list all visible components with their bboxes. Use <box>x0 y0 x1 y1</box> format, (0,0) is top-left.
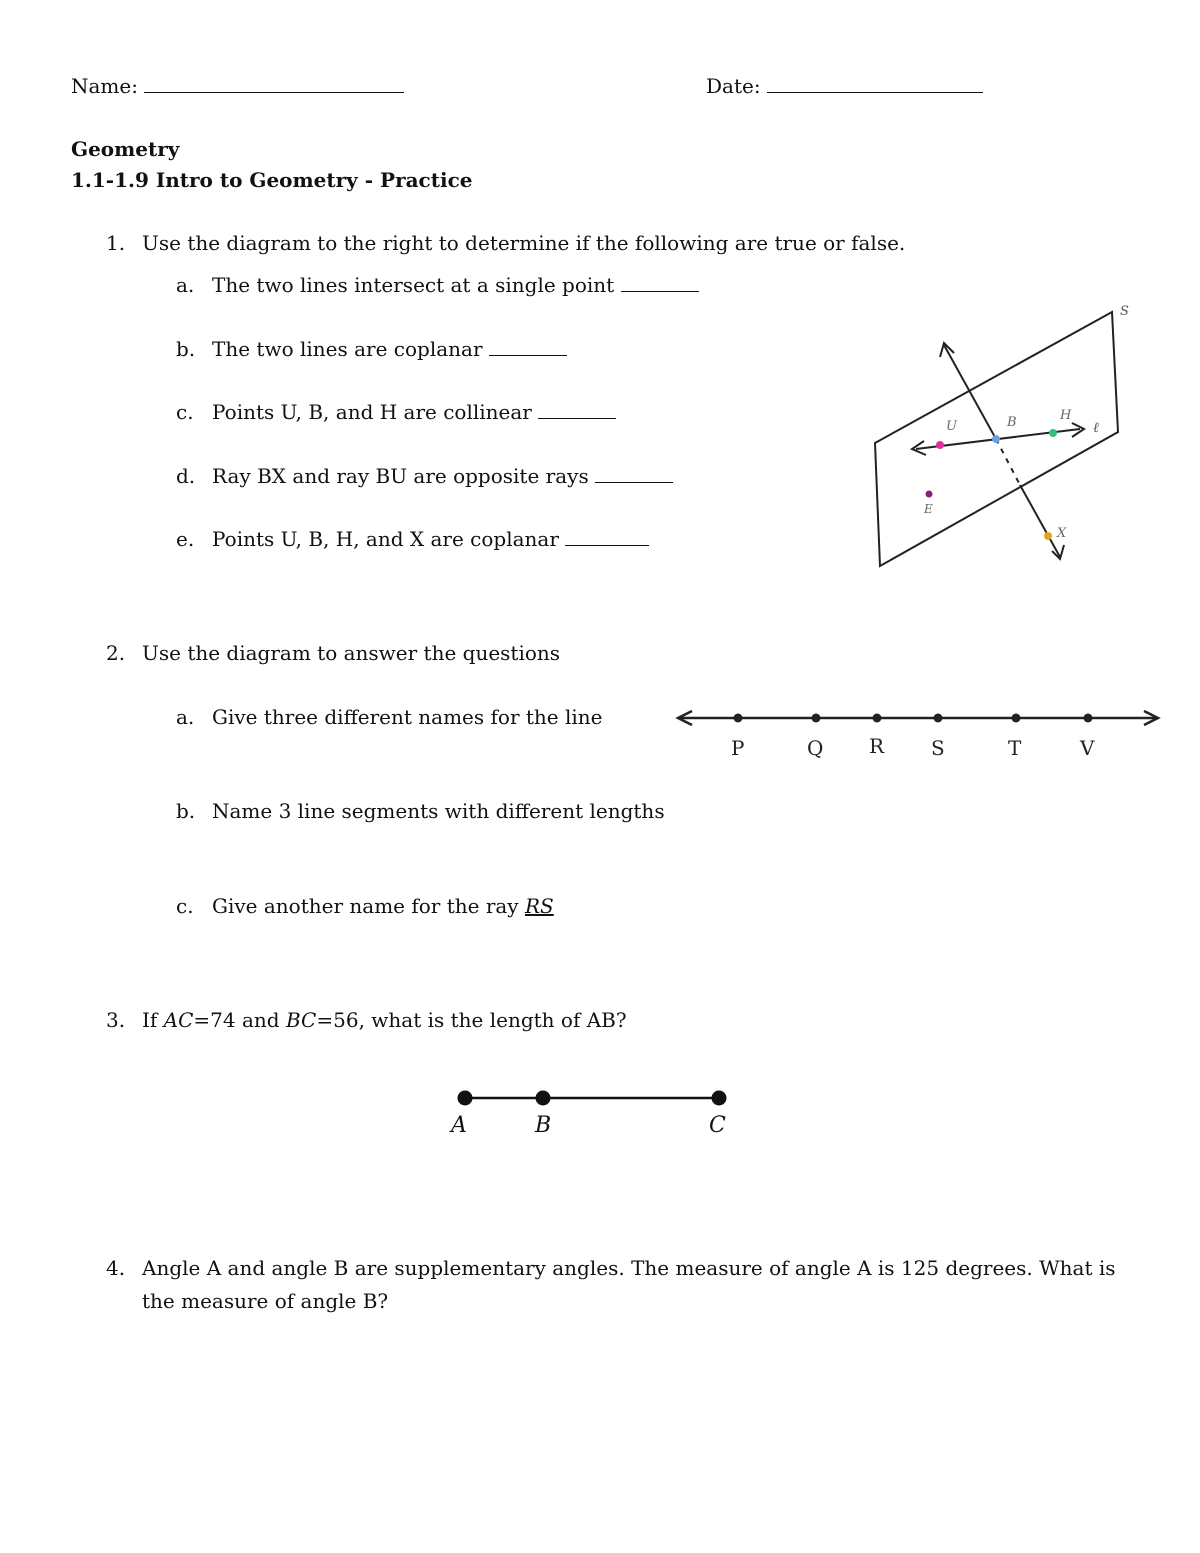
item-letter: b. <box>176 337 196 361</box>
item-text: Name 3 line segments with different lengths <box>212 799 665 823</box>
unit-title: 1.1-1.9 Intro to Geometry - Practice <box>71 168 473 192</box>
item-letter: e. <box>176 527 195 551</box>
point-x <box>1044 532 1052 540</box>
item-text: The two lines are coplanar <box>212 337 483 361</box>
point-label: R <box>869 734 885 758</box>
q2-item-b <box>176 799 665 823</box>
q2-number: 2. <box>106 641 126 665</box>
point-label: B <box>535 1113 552 1138</box>
line-l-label: ℓ <box>1093 420 1099 436</box>
date-label: Date: <box>706 74 761 98</box>
item-letter: d. <box>176 464 196 488</box>
item-text: Give three different names for the line <box>212 705 603 729</box>
point-t <box>1008 714 1022 761</box>
item-letter: c. <box>176 894 194 918</box>
plane-label: S <box>1120 304 1129 319</box>
point-label: Q <box>807 736 824 760</box>
answer-blank[interactable] <box>595 468 673 483</box>
point-label: S <box>931 736 945 760</box>
q1-item-e <box>176 527 649 551</box>
q3-bc-label: BC <box>285 1008 317 1032</box>
point-label: A <box>451 1113 467 1138</box>
point-r <box>869 714 885 759</box>
q3-number: 3. <box>106 1008 126 1032</box>
item-text: Points U, B, H, and X are coplanar <box>212 527 559 551</box>
point-label: P <box>731 736 745 760</box>
q3-ac-label: AC <box>163 1008 194 1032</box>
point-p <box>731 714 744 761</box>
q4-line1: Angle A and angle B are supplementary angles. The measure of angle A is 125 degrees. What is <box>142 1256 1116 1280</box>
name-blank[interactable] <box>144 78 404 93</box>
q2-text: Use the diagram to answer the questions <box>142 641 561 665</box>
q3-if: If <box>142 1008 158 1032</box>
q4-number: 4. <box>106 1256 126 1280</box>
q1-item-d <box>176 464 673 488</box>
ray-rs: RS <box>524 894 554 918</box>
point-a <box>449 1091 473 1139</box>
q3-rest: , what is the length of AB? <box>358 1008 627 1032</box>
q1-prompt <box>106 231 905 255</box>
point-u <box>936 441 944 449</box>
segment-diagram <box>440 1082 740 1142</box>
answer-blank[interactable] <box>489 341 567 356</box>
point-q <box>807 714 823 761</box>
point-v <box>1079 714 1095 761</box>
q1-item-c <box>176 400 616 424</box>
name-field[interactable] <box>71 74 404 98</box>
point-h-label: H <box>1060 408 1072 423</box>
q4-continuation: the measure of angle B? <box>142 1289 389 1313</box>
q4-prompt <box>106 1256 1116 1280</box>
answer-blank[interactable] <box>621 277 699 292</box>
item-text: Points U, B, and H are collinear <box>212 400 532 424</box>
answer-blank[interactable] <box>565 531 649 546</box>
date-field[interactable] <box>706 74 983 98</box>
point-u-label: U <box>946 419 957 434</box>
q2-item-a <box>176 705 603 729</box>
line-diagram <box>670 700 1170 770</box>
point-e <box>926 491 933 498</box>
plane-diagram <box>860 295 1140 575</box>
line-bx-hidden <box>996 439 1020 485</box>
q1-item-a <box>176 273 699 297</box>
point-label: V <box>1080 736 1095 760</box>
item-letter: c. <box>176 400 194 424</box>
item-letter: a. <box>176 705 195 729</box>
point-label: C <box>709 1113 726 1138</box>
point-e-label: E <box>924 502 933 516</box>
item-text: Ray BX and ray BU are opposite rays <box>212 464 589 488</box>
q3-prompt <box>106 1008 627 1032</box>
q3-and: and <box>242 1008 280 1032</box>
q3-ac-value: =74 <box>193 1008 236 1032</box>
name-label: Name: <box>71 74 138 98</box>
q2-item-c <box>176 894 554 918</box>
item-letter: b. <box>176 799 196 823</box>
point-label: T <box>1008 736 1022 760</box>
item-text: Give another name for the ray <box>212 894 519 918</box>
q1-item-b <box>176 337 567 361</box>
item-text: The two lines intersect at a single point <box>212 273 615 297</box>
point-h <box>1049 429 1057 437</box>
point-b <box>992 435 1000 443</box>
q1-text: Use the diagram to the right to determine if the following are true or false. <box>142 231 906 255</box>
course-title: Geometry <box>71 137 180 161</box>
point-b-label: B <box>1007 415 1017 430</box>
point-x-label: X <box>1057 526 1067 541</box>
q3-bc-value: =56 <box>316 1008 359 1032</box>
point-c <box>709 1091 727 1139</box>
date-blank[interactable] <box>767 78 983 93</box>
q1-number: 1. <box>106 231 126 255</box>
point-b <box>534 1091 551 1139</box>
q2-prompt <box>106 641 560 665</box>
line-bx-lower <box>1020 485 1060 557</box>
item-letter: a. <box>176 273 195 297</box>
point-s <box>931 714 945 761</box>
answer-blank[interactable] <box>538 404 616 419</box>
